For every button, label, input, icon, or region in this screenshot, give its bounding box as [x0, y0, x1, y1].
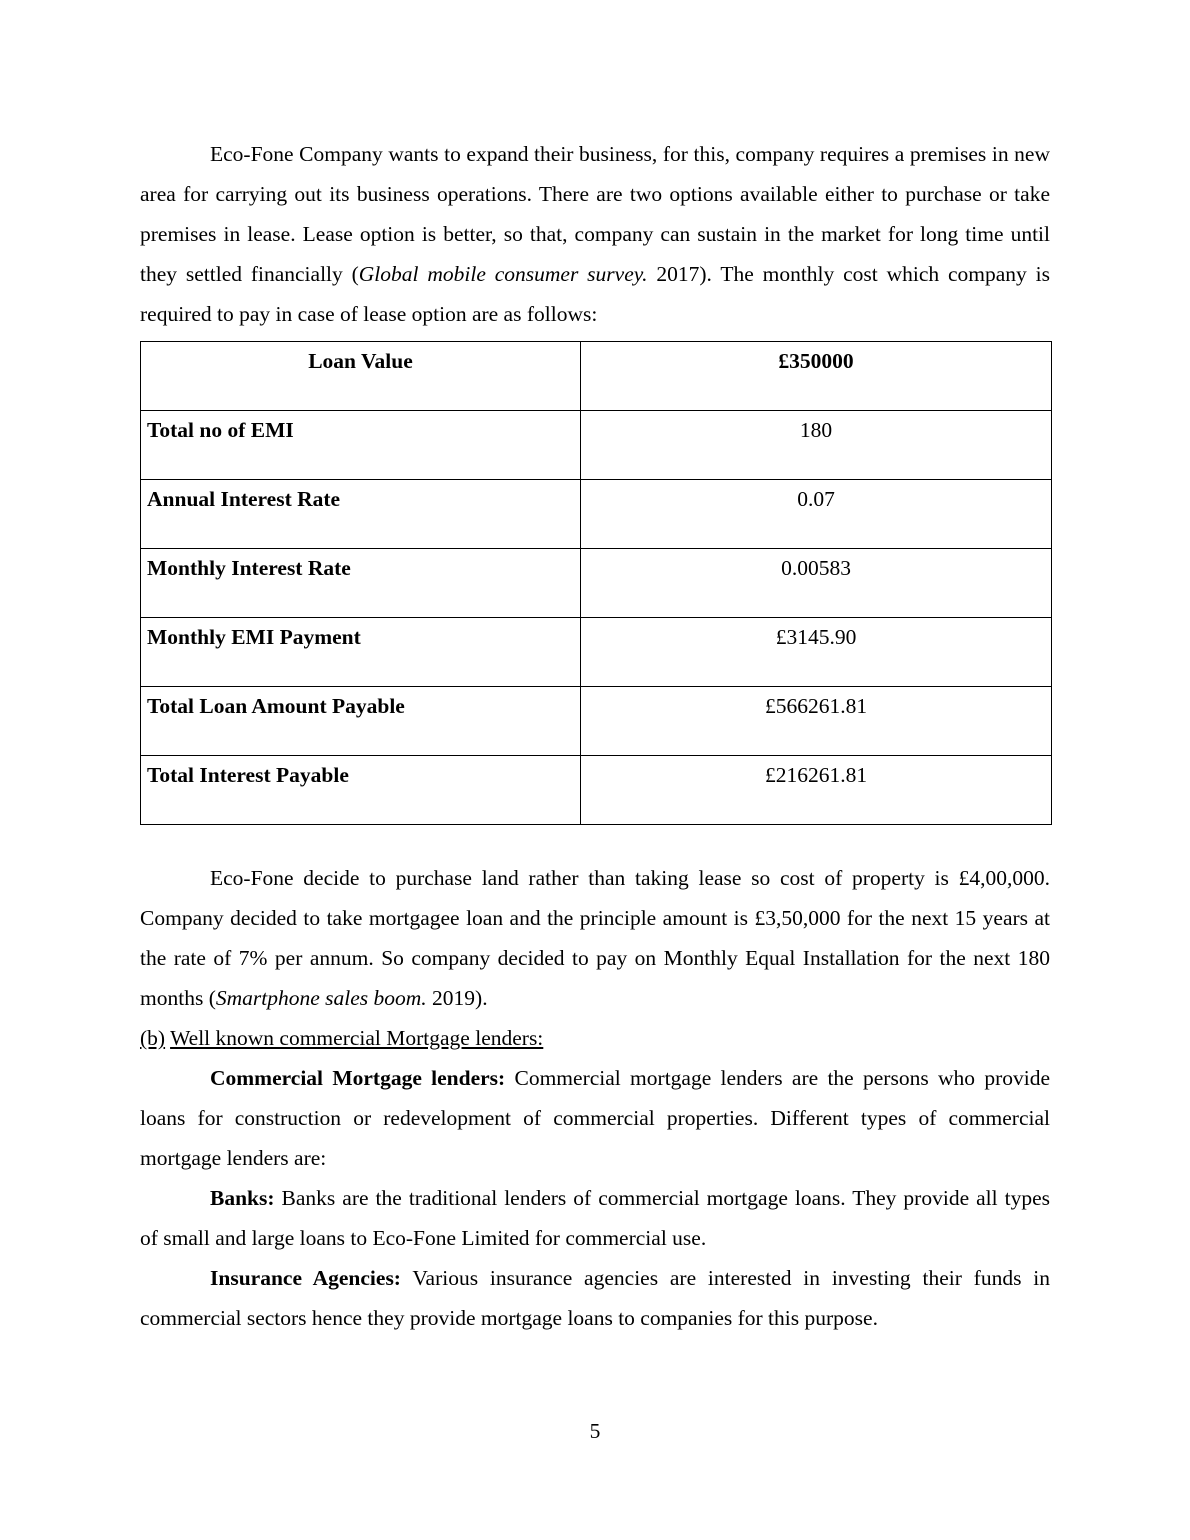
intro-text-end: 2017). The monthly cost which company is required to pay in case of lease option are as follows: — [140, 262, 1050, 326]
row-value: £566261.81 — [581, 687, 1052, 756]
row-value: 0.07 — [581, 480, 1052, 549]
row-value: 180 — [581, 411, 1052, 480]
row-label: Monthly EMI Payment — [141, 618, 581, 687]
purchase-citation: Smartphone sales boom. — [215, 986, 427, 1010]
purchase-text: Eco-Fone decide to purchase land rather than taking lease so cost of property is £4,00,000. Company decided to take mortgagee loan and the principle amount is £3,50,000 for the next 15 years at the rate of 7% per annum. So company decided to pay on Monthly Equal Installation for the next 180 months ( — [140, 866, 1050, 1010]
table-header-value: £350000 — [581, 342, 1052, 411]
insurance-text: Various insurance agencies are interested in investing their funds in commercial sectors hence they provide mortgage loans to companies for this purpose. — [140, 1266, 1050, 1330]
table-row — [141, 618, 1052, 687]
table-row — [141, 549, 1052, 618]
table-row — [141, 411, 1052, 480]
loan-table — [140, 341, 1052, 825]
row-value: 0.00583 — [581, 549, 1052, 618]
section-b-title: Well known commercial Mortgage lenders: — [170, 1026, 544, 1050]
row-label: Monthly Interest Rate — [141, 549, 581, 618]
intro-citation: Global mobile consumer survey. — [358, 262, 648, 286]
table-row — [141, 480, 1052, 549]
row-value: £3145.90 — [581, 618, 1052, 687]
page-number: 5 — [589, 1419, 601, 1443]
banks-paragraph — [140, 1178, 1050, 1258]
intro-paragraph — [140, 134, 1050, 334]
row-label: Total Loan Amount Payable — [141, 687, 581, 756]
row-label: Annual Interest Rate — [141, 480, 581, 549]
row-value: £216261.81 — [581, 756, 1052, 825]
section-b-heading — [140, 1018, 1050, 1058]
banks-term: Banks: — [210, 1186, 275, 1210]
document-body — [140, 134, 1050, 1338]
row-label: Total no of EMI — [141, 411, 581, 480]
insurance-term: Insurance Agencies: — [210, 1266, 401, 1290]
purchase-text-end: 2019). — [426, 986, 488, 1010]
purchase-paragraph — [140, 858, 1050, 1018]
table-header-label: Loan Value — [141, 342, 581, 411]
lenders-intro-text: Commercial mortgage lenders are the persons who provide loans for construction or redevelopment of commercial properties. Different types of commercial mortgage lenders are: — [140, 1066, 1050, 1170]
section-b-marker: (b) — [140, 1026, 166, 1050]
intro-text: Eco-Fone Company wants to expand their business, for this, company requires a premises in new area for carrying out its business operations. There are two options available either to purchase or take premises in lease. Lease option is better, so that, company can sustain in the market for long time until they settled financially ( — [140, 142, 1050, 286]
lenders-intro-term: Commercial Mortgage lenders: — [210, 1066, 506, 1090]
table-row — [141, 687, 1052, 756]
row-label: Total Interest Payable — [141, 756, 581, 825]
insurance-paragraph — [140, 1258, 1050, 1338]
lenders-intro-paragraph — [140, 1058, 1050, 1178]
banks-text: Banks are the traditional lenders of commercial mortgage loans. They provide all types of small and large loans to Eco-Fone Limited for commercial use. — [140, 1186, 1050, 1250]
table-header-row — [141, 342, 1052, 411]
table-row — [141, 756, 1052, 825]
